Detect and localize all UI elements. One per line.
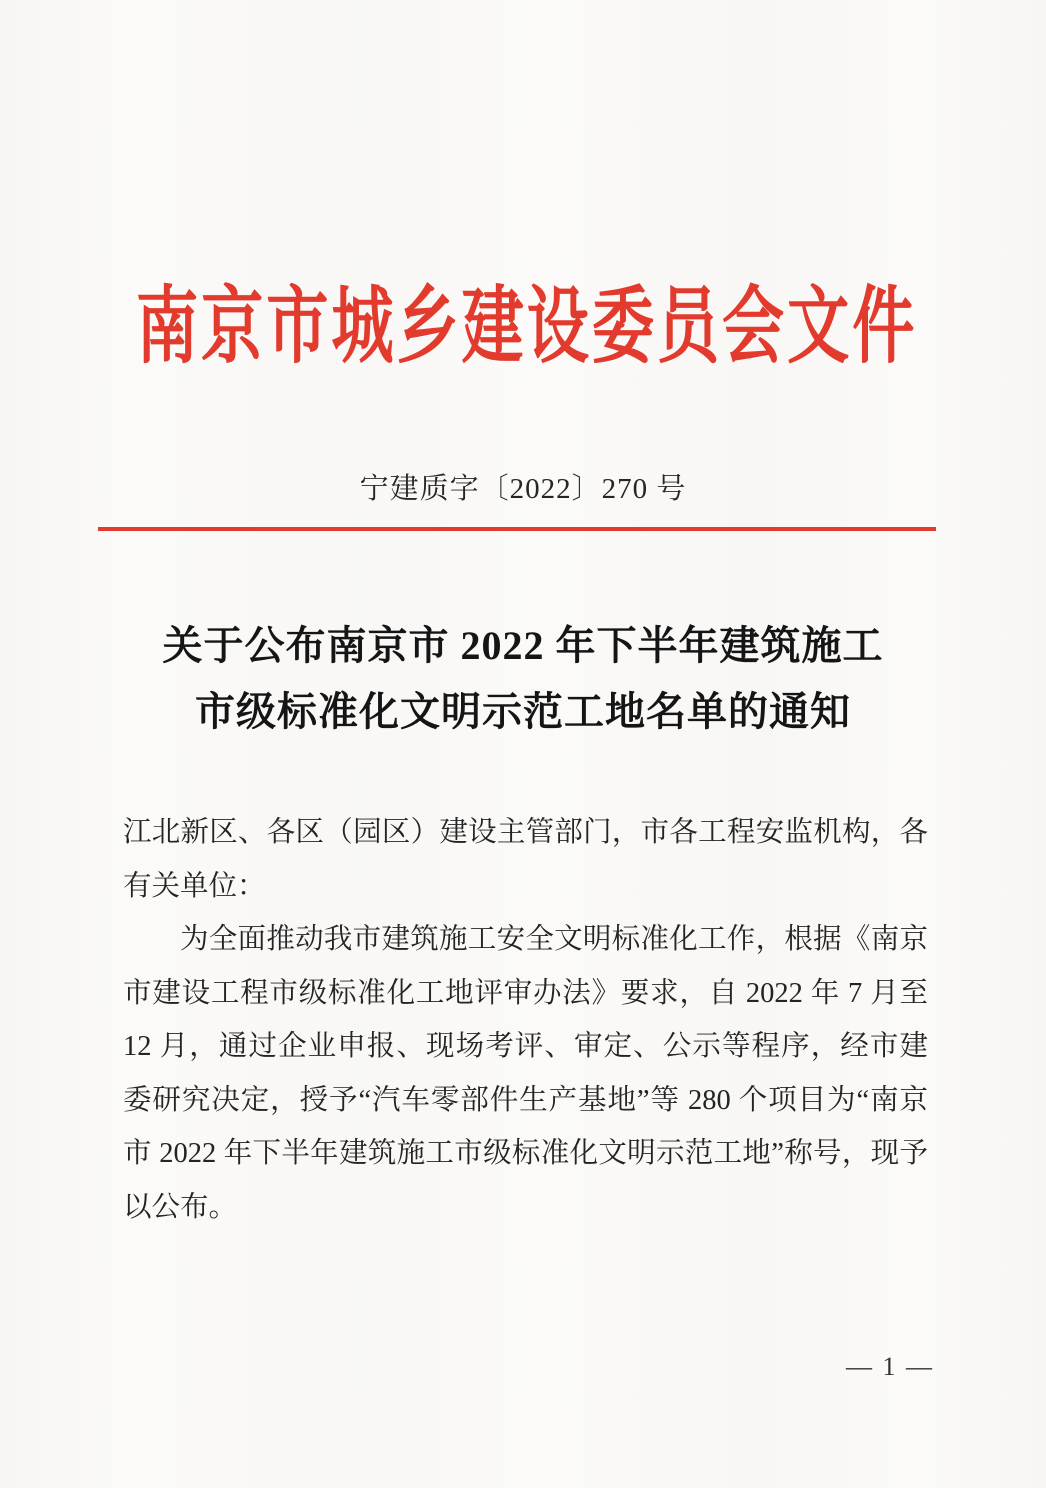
- page-number: — 1 —: [846, 1352, 934, 1381]
- document-body: [123, 806, 928, 1234]
- document-number: 宁建质字〔2022〕270 号: [359, 473, 687, 505]
- notice-title: [0, 613, 1046, 745]
- red-divider-line: [98, 527, 936, 531]
- agency-header-title: 南京市城乡建设委员会文件: [135, 281, 918, 374]
- recipients-paragraph: 江北新区、各区（园区）建设主管部门，市各工程安监机构，各有关单位：: [123, 817, 928, 902]
- body-paragraph: 为全面推动我市建筑施工安全文明标准化工作，根据《南京市建设工程市级标准化工地评审办法》要求，自 2022 年 7 月至 12 月，通过企业申报、现场考评、审定、公示等程序，经市建委研究决定，授予“汽车零部件生产基地”等 280 个项目为“南京市 2022 年下半年建筑施工市级标准化文明示范工地”称号，现予以公布。: [123, 924, 928, 1223]
- notice-title-line-2: 市级标准化文明示范工地名单的通知: [195, 689, 851, 734]
- notice-title-line-1: 关于公布南京市 2022 年下半年建筑施工: [162, 623, 884, 668]
